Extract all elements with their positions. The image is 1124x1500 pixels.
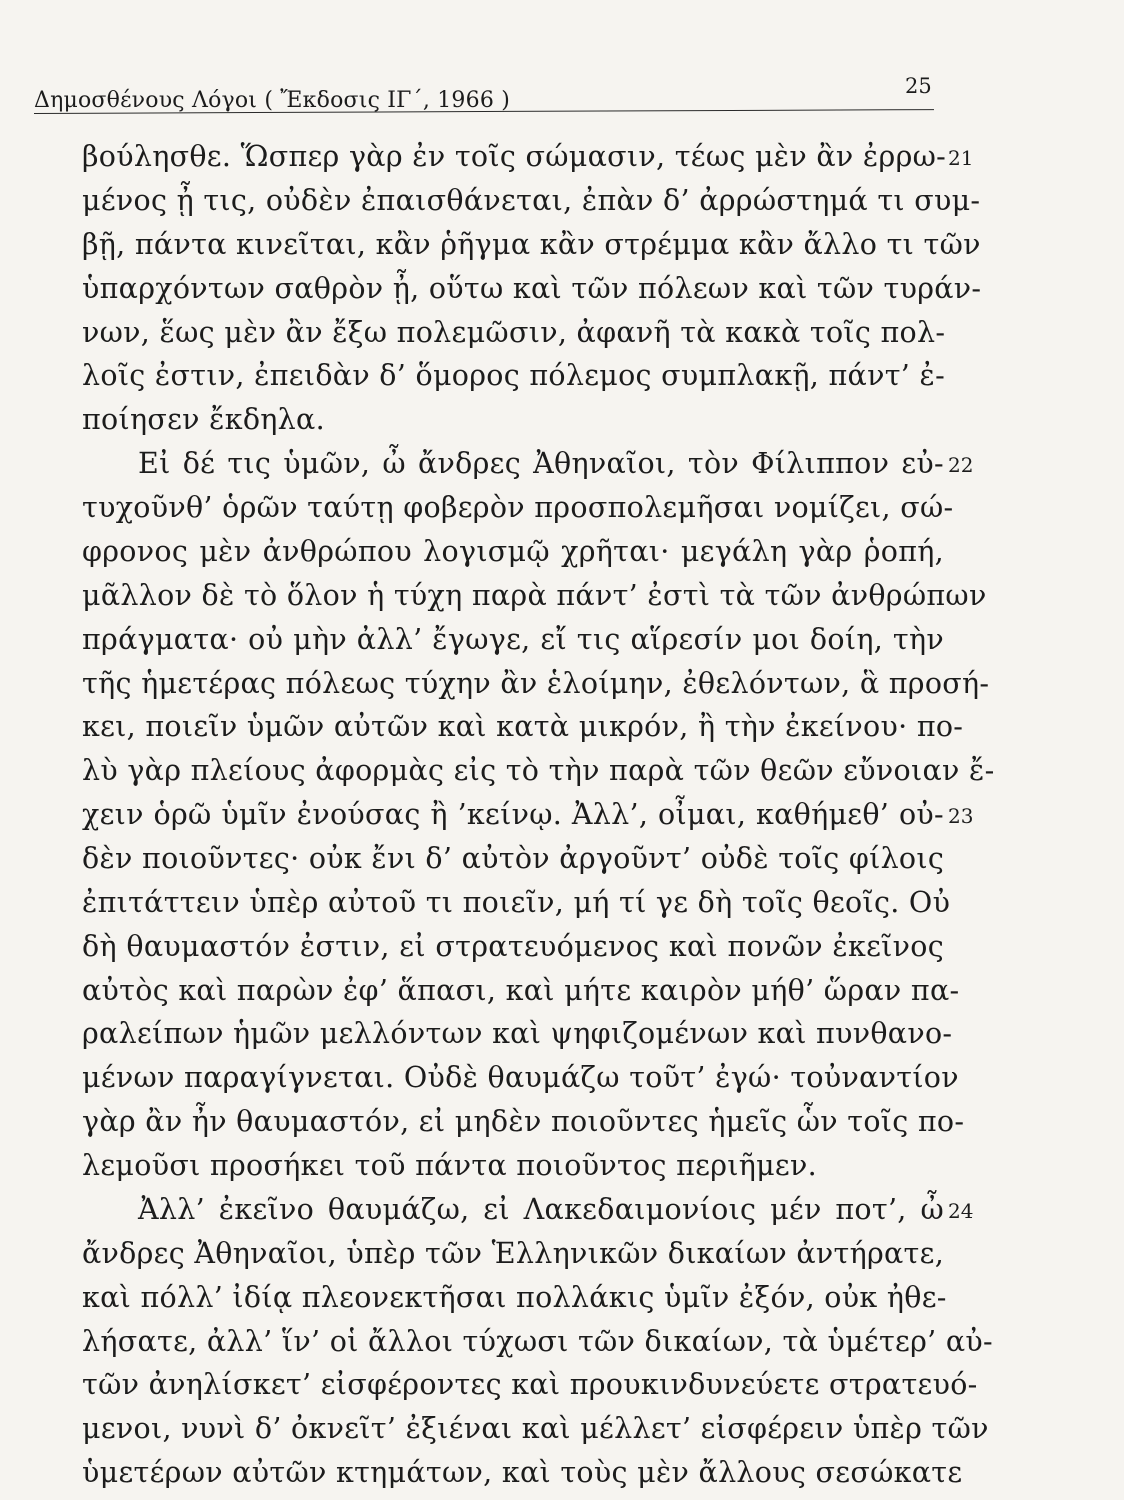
page-number: 25 [905, 74, 932, 98]
text-line: νων, ἕως μὲν ἂν ἔξω πολεμῶσιν, ἀφανῆ τὰ κακὰ τοῖς πολ- [82, 315, 946, 349]
text-line: μενοι, νυνὶ δ’ ὀκνεῖτ’ ἐξιέναι καὶ μέλλετ’ εἰσφέρειν ὑπὲρ τῶν [82, 1412, 989, 1446]
text-line: κει, ποιεῖν ὑμῶν αὐτῶν καὶ κατὰ μικρόν, ἢ τὴν ἐκείνου· πο- [82, 710, 964, 744]
text-line: τῶν ἀνηλίσκετ’ εἰσφέροντες καὶ προυκινδυνεύετε στρατευό- [82, 1368, 978, 1402]
text-line: πράγματα· οὐ μὴν ἀλλ’ ἔγωγε, εἴ τις αἵρεσίν μοι δοίη, τὴν [82, 622, 944, 656]
section-number: 21 [948, 145, 974, 170]
section-number: 24 [948, 1198, 974, 1223]
section-number: 22 [948, 453, 974, 477]
text-line: ὑμετέρων αὐτῶν κτημάτων, καὶ τοὺς μὲν ἄλλους σεσώκατε [82, 1456, 963, 1490]
text-line: λὺ γὰρ πλείους ἀφορμὰς εἰς τὸ τὴν παρὰ τῶν θεῶν εὔνοιαν ἔ- [82, 754, 995, 788]
text-line: μένων παραγίγνεται. Οὐδὲ θαυμάζω τοῦτ’ ἐγώ· τοὐναντίον [82, 1061, 959, 1095]
text-line: γὰρ ἂν ἦν θαυμαστόν, εἰ μηδὲν ποιοῦντες ἡμεῖς ὧν τοῖς πο- [82, 1105, 965, 1139]
text-line: χειν ὁρῶ ὑμῖν ἐνούσας ἢ ’κείνῳ. Ἀλλ’, οἶμαι, καθήμεθ’ οὐ- [82, 798, 944, 832]
text-line: δὴ θαυμαστόν ἐστιν, εἰ στρατευόμενος καὶ πονῶν ἐκεῖνος [82, 929, 944, 963]
text-line: βούλησθε. Ὥσπερ γὰρ ἐν τοῖς σώμασιν, τέως μὲν ἂν ἐρρω- [82, 140, 947, 173]
text-line: μένος ᾖ τις, οὐδὲν ἐπαισθάνεται, ἐπὰν δ’ ἀρρώστημά τι συμ- [82, 183, 981, 217]
text-line: ἄνδρες Ἀθηναῖοι, ὑπὲρ τῶν Ἑλληνικῶν δικαίων ἀντήρατε, [82, 1236, 945, 1270]
text-line: βῇ, πάντα κινεῖται, κἂν ῥῆγμα κἂν στρέμμα κἂν ἄλλο τι τῶν [82, 227, 981, 261]
section-number: 23 [948, 804, 974, 828]
text-line: αὐτὸς καὶ παρὼν ἐφ’ ἅπασι, καὶ μήτε καιρὸν μήθ’ ὥραν πα- [82, 973, 960, 1007]
text-line: ποίησεν ἔκδηλα. [82, 403, 325, 437]
text-line: ραλείπων ἡμῶν μελλόντων καὶ ψηφιζομένων καὶ πυνθανο- [82, 1017, 953, 1051]
text-line: Ἀλλ’ ἐκεῖνο θαυμάζω, εἰ Λακεδαιμονίοις μέν ποτ’, ὦ [138, 1192, 944, 1226]
text-line: Εἰ δέ τις ὑμῶν, ὦ ἄνδρες Ἀθηναῖοι, τὸν Φίλιππον εὐ- [138, 447, 944, 481]
running-head: Δημοσθένους Λόγοι ( Ἔκδοσις ΙΓ΄, 1966 ) [34, 88, 510, 113]
text-line: τυχοῦνθ’ ὁρῶν ταύτῃ φοβερὸν προσπολεμῆσαι νομίζει, σώ- [82, 491, 954, 524]
text-line: φρονος μὲν ἀνθρώπου λογισμῷ χρῆται· μεγάλη γὰρ ῥοπή, [82, 534, 944, 568]
text-line: ὑπαρχόντων σαθρὸν ᾖ, οὕτω καὶ τῶν πόλεων καὶ τῶν τυράν- [82, 271, 982, 305]
text-line: λήσατε, ἀλλ’ ἵν’ οἱ ἄλλοι τύχωσι τῶν δικαίων, τὰ ὑμέτερ’ αὐ- [82, 1324, 993, 1358]
text-line: δὲν ποιοῦντες· οὐκ ἔνι δ’ αὐτὸν ἀργοῦντ’ οὐδὲ τοῖς φίλοις [82, 841, 945, 875]
text-line: λοῖς ἐστιν, ἐπειδὰν δ’ ὅμορος πόλεμος συμπλακῇ, πάντ’ ἐ- [82, 359, 946, 393]
text-line: μᾶλλον δὲ τὸ ὅλον ἡ τύχη παρὰ πάντ’ ἐστὶ τὰ τῶν ἀνθρώπων [82, 578, 987, 612]
text-line: λεμοῦσι προσήκει τοῦ πάντα ποιοῦντος περιῆμεν. [82, 1149, 817, 1182]
text-line: ἐπιτάττειν ὑπὲρ αὐτοῦ τι ποιεῖν, μή τί γε δὴ τοῖς θεοῖς. Οὐ [82, 885, 951, 919]
text-line: τῆς ἡμετέρας πόλεως τύχην ἂν ἑλοίμην, ἐθελόντων, ἃ προσή- [82, 666, 990, 700]
text-line: καὶ πόλλ’ ἰδίᾳ πλεονεκτῆσαι πολλάκις ὑμῖν ἐξόν, οὐκ ἠθε- [82, 1280, 947, 1314]
